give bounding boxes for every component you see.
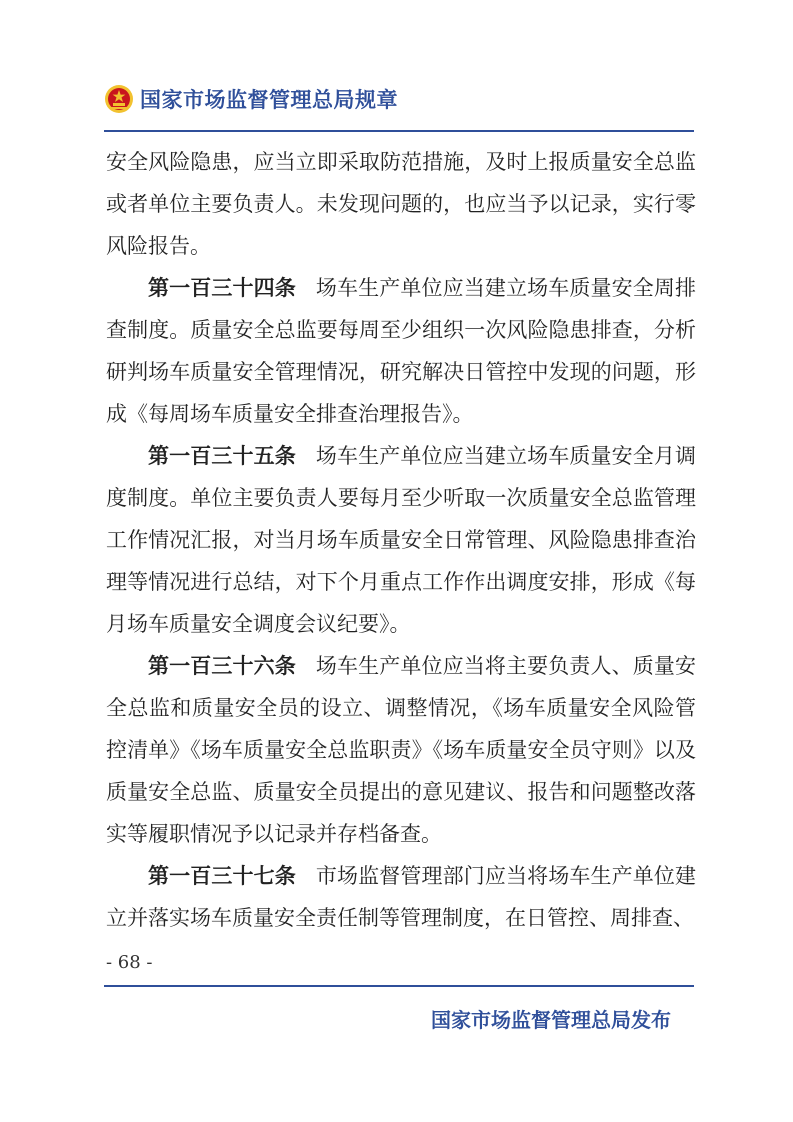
paragraph: [106, 645, 696, 855]
header-divider: [104, 130, 694, 132]
page-header: [104, 84, 398, 114]
page-number: - 68 -: [106, 952, 153, 973]
article-number: 第一百三十六条: [148, 654, 296, 678]
header-title: 国家市场监督管理总局规章: [140, 88, 398, 112]
paragraph: [106, 141, 696, 267]
paragraph: [106, 855, 696, 939]
article-number: 第一百三十七条: [148, 864, 296, 888]
paragraph: [106, 267, 696, 435]
paragraph-text: 场车生产单位应当建立场车质量安全周排查制度。质量安全总监要每周至少组织一次风险隐患排查，分析研判场车质量安全管理情况，研究解决日管控中发现的问题，形成《每周场车质量安全排查治理报告》。: [106, 276, 696, 426]
national-emblem-icon: [104, 84, 134, 114]
paragraph-text: 场车生产单位应当将主要负责人、质量安全总监和质量安全员的设立、调整情况，《场车质量安全风险管控清单》《场车质量安全总监职责》《场车质量安全员守则》以及质量安全总监、质量安全员提出的意见建议、报告和问题整改落实等履职情况予以记录并存档备查。: [106, 654, 696, 846]
paragraph: [106, 435, 696, 645]
article-number: 第一百三十四条: [148, 276, 296, 300]
body-text: [106, 141, 696, 939]
paragraph-text: 安全风险隐患，应当立即采取防范措施，及时上报质量安全总监或者单位主要负责人。未发现问题的，也应当予以记录，实行零风险报告。: [106, 150, 696, 258]
footer-publisher: 国家市场监督管理总局发布: [431, 1008, 671, 1032]
footer-divider: [104, 985, 694, 987]
paragraph-text: 场车生产单位应当建立场车质量安全月调度制度。单位主要负责人要每月至少听取一次质量安全总监管理工作情况汇报，对当月场车质量安全日常管理、风险隐患排查治理等情况进行总结，对下个月重点工作作出调度安排，形成《每月场车质量安全调度会议纪要》。: [106, 444, 696, 636]
article-number: 第一百三十五条: [148, 444, 296, 468]
paragraph-text: 市场监督管理部门应当将场车生产单位建立并落实场车质量安全责任制等管理制度，在日管控、周排查、: [106, 864, 696, 930]
